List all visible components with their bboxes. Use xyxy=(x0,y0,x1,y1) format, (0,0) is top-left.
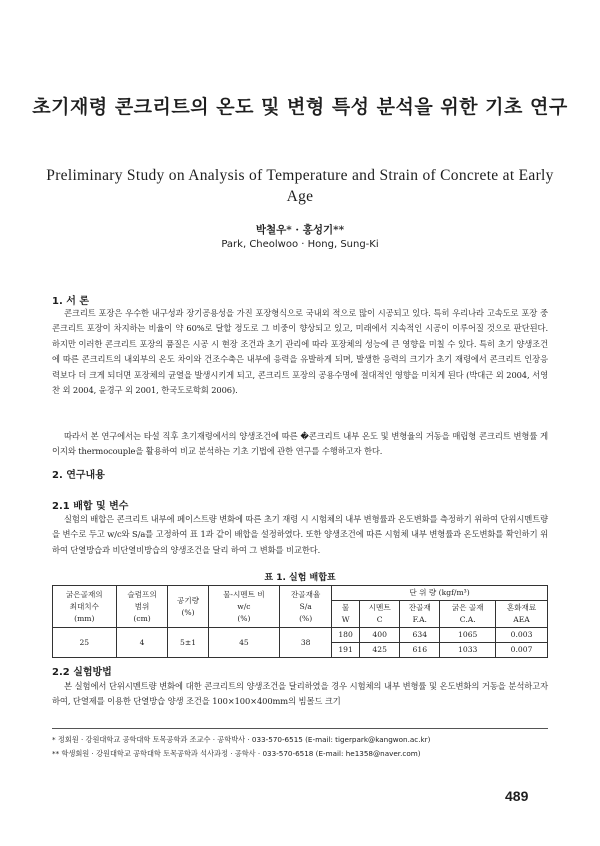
cell-cement: 400 xyxy=(360,628,400,643)
english-title: Preliminary Study on Analysis of Temperature and Strain of Concrete at Early Age xyxy=(46,167,554,205)
authors-english: Park, Cheolwoo · Hong, Sung-Ki xyxy=(221,239,379,250)
cell-admixture: 0.007 xyxy=(496,643,548,658)
section-2-2-heading: 2.2 실험방법 xyxy=(52,667,112,678)
section-1-paragraph-1: 콘크리트 포장은 우수한 내구성과 장기공용성을 가진 포장형식으로 국내외 적으로 많이 시공되고 있다. 특히 우리나라 고속도로 포장 중 콘크리트 포장이 차지하는 비율이 약 60%로 달할 정도로 그 비중이 향상되고 있고, 미래에서 지속적인 시공이 이루어질 것으로 판단된다. 하지만 이러한 콘크리트 포장의 품질은 시공 시 현장 조건과 초기 관리에 따라 포장체의 성능에 큰 영향을 미칠 수 있다. 특히 초기 양생조건에 따른 콘크리트의 내외부의 온도 차이와 건조수축은 내부에 응력을 유발하게 되며, 발생한 응력의 크기가 초기 재령에서 콘크리트 인장응력보다 더 크게 되더면 포장체의 균열을 발생시키게 되고, 콘크리트 포장의 공용수명에 절대적인 영향을 미치게 된다 (박대근 외 2004, 서영찬 외 2004, 윤경구 외 2001, 한국도로학회 2006). xyxy=(52,308,548,396)
cell-wc: 45 xyxy=(208,628,280,658)
mix-proportion-table xyxy=(52,585,548,658)
section-2-1-heading: 2.1 배합 및 변수 xyxy=(52,501,129,512)
page-number: 489 xyxy=(505,788,529,804)
header-sa: 잔골재율 S/a (%) xyxy=(280,586,332,628)
table-header-row xyxy=(53,586,548,601)
cell-coarse-aggregate: 1033 xyxy=(440,643,496,658)
header-water: 물 W xyxy=(332,601,360,628)
header-unit-weight: 단 위 량 (kgf/m³) xyxy=(332,586,548,601)
cell-air: 5±1 xyxy=(168,628,208,658)
footnote-divider xyxy=(52,728,548,729)
table-1-caption: 표 1. 실험 배합표 xyxy=(264,573,336,583)
table-row xyxy=(53,628,548,643)
cell-water: 180 xyxy=(332,628,360,643)
header-air: 공기량 (%) xyxy=(168,586,208,628)
korean-title: 초기재령 콘크리트의 온도 및 변형 특성 분석을 위한 기초 연구 xyxy=(32,96,568,118)
header-aggregate-size: 굵은골재의 최대치수 (mm) xyxy=(53,586,117,628)
section-2-1-paragraph: 실험의 배합은 콘크리트 내부에 페이스트량 변화에 따른 초기 재령 시 시험체의 내부 변형률과 온도변화를 측정하기 위하여 단위시멘트량을 변수로 두고 w/c와 S/a를 고정하여 표 1과 같이 배합을 설정하였다. 또한 양생조건에 따른 시험체 내부 변형률과 온도변화를 확인하기 위하여 단열방습과 비단열비방습의 양생조건을 달리 하여 그 변화를 비교한다. xyxy=(52,514,548,555)
cell-aggregate-size: 25 xyxy=(53,628,117,658)
header-cement: 시멘트 C xyxy=(360,601,400,628)
header-slump: 슬럼프의 범위 (cm) xyxy=(116,586,168,628)
cell-coarse-aggregate: 1065 xyxy=(440,628,496,643)
section-1-paragraph-2: 따라서 본 연구에서는 타설 직후 초기재령에서의 양생조건에 따른 �콘크리트 내부 온도 및 변형율의 거동을 매립형 콘크리트 변형률 게이지와 thermocouple을 활용하여 비교 분석하는 기초 기법에 관한 연구를 수행하고자 한다. xyxy=(52,431,548,457)
section-1-heading: 1. 서 론 xyxy=(52,296,90,307)
header-fine-aggregate: 잔골재 F.A. xyxy=(400,601,440,628)
footnote-author-2: ** 학생회원 · 강원대학교 공학대학 토목공학과 석사과정 · 공학사 · 033-570-6518 (E-mail: he1358@naver.com) xyxy=(52,749,421,758)
cell-fine-aggregate: 634 xyxy=(400,628,440,643)
cell-sa: 38 xyxy=(280,628,332,658)
header-wc: 물-시멘트 비 w/c (%) xyxy=(208,586,280,628)
section-2-heading: 2. 연구내용 xyxy=(52,470,105,481)
section-2-2-paragraph: 본 실험에서 단위시멘트량 변화에 대한 콘크리트의 양생조건을 달리하였을 경우 시험체의 내부 변형률 및 온도변화의 거동을 분석하고자 하여, 단열제를 이용한 단열방습 양생 조건을 100×100×400mm의 빔몰드 크기 xyxy=(52,681,548,707)
header-coarse-aggregate: 굵은 골재 C.A. xyxy=(440,601,496,628)
cell-slump: 4 xyxy=(116,628,168,658)
cell-admixture: 0.003 xyxy=(496,628,548,643)
cell-fine-aggregate: 616 xyxy=(400,643,440,658)
footnote-author-1: * 정회원 · 강원대학교 공학대학 토목공학과 조교수 · 공학박사 · 033-570-6515 (E-mail: tigerpark@kangwon.ac.kr) xyxy=(52,735,431,744)
header-admixture: 혼화재료 AEA xyxy=(496,601,548,628)
authors-korean: 박철우* · 홍성기** xyxy=(255,224,345,236)
cell-water: 191 xyxy=(332,643,360,658)
cell-cement: 425 xyxy=(360,643,400,658)
